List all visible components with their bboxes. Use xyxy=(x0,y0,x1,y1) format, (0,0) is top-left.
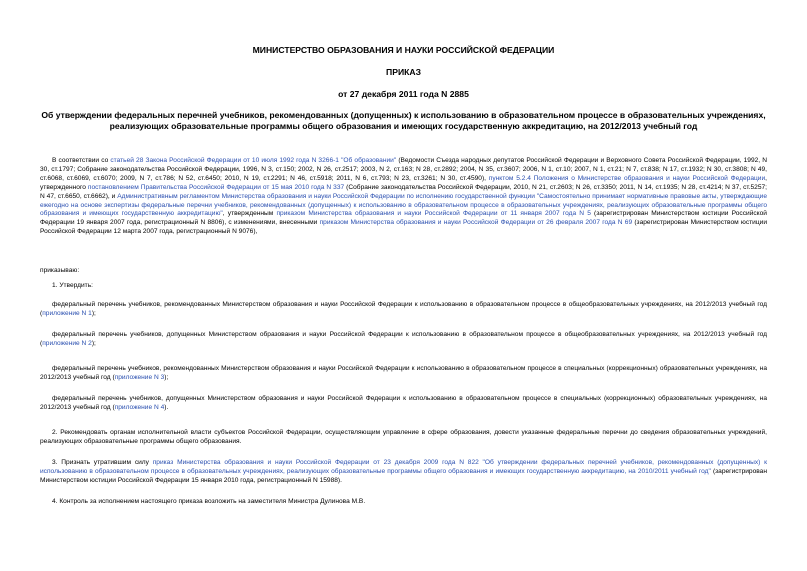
appendix-3-link[interactable]: приложение N 3 xyxy=(114,373,165,381)
list-item xyxy=(40,301,767,319)
intro-paragraph xyxy=(40,157,767,237)
intro-text-6: (зарегистрирован Министерством юстиции Российской Федерации 19 января 2007 года, регистрационный N 8806), с изменениями, внесенными xyxy=(40,210,767,227)
administrative-regulation-link[interactable]: Административным регламентом Министерства образования и науки Российской Федерации по исполнению государственной функции "Самостоятельно принимает нормативные правовые акты, утверждающие ежегодно на основе экспертизы федеральные перечни учебников, рекомендованных (допущенных) к использованию в образовательном процессе в образовательных учреждениях, реализующих образовательные программы общего образования и имеющих государственную аккредитацию" xyxy=(40,192,767,218)
list-item-text: федеральный перечень учебников, рекомендованных Министерством образования и науки Российской Федерации к использованию в образовательном процессе в специальных (коррекционных) образовательных учреждениях, на 2012/2013 учебный год ( xyxy=(40,365,767,381)
order-n5-link[interactable]: приказом Министерства образования и науки Российской Федерации от 11 января 2007 года N 5 xyxy=(276,210,591,218)
item-1-heading: 1. Утвердить: xyxy=(52,282,93,289)
list-item-tail: ); xyxy=(91,309,96,317)
list-item-tail: ). xyxy=(164,403,169,411)
intro-text-2: (Ведомости Съезда народных депутатов Российской Федерации и Верховного Совета Российской Федерации, 1992, N 30, ст.1797; Собрание законодательства Российской Федерации, 1996, N 3, ст.150; 2002, N 26, ст.2517; 2003, N 2, ст.163; N 28, ст.2892; 2004, N 35, ст.3607; 2006, N 1, ст.10; 2007, N 1, ст.21; N 7, ст.838; N 17, ст.1932; N 30, ст.3808; N 49, ст.6068, ст.6069, ст.6070; 2009, N 7, ст.786; N 52, ст.6450; 2010, N 19, ст.2291; N 46, ст.5918; 2011, N 6, ст.793; N 23, ст.3261; N 30, ст.4590), xyxy=(40,157,767,182)
order-word: приказываю: xyxy=(40,267,80,274)
item-2-paragraph: 2. Рекомендовать органам исполнительной власти субъектов Российской Федерации, осуществляющим управление в сфере образования, довести указанные федеральные перечни до сведения образовательных учреждений, реализующих образовательные программы общего образования. xyxy=(40,429,767,445)
intro-text-1: В соответствии со xyxy=(52,157,111,164)
item-3-text-2: (зарегистрирован Министерством юстиции Российской Федерации 15 января 2010 года, регистрационный N 15988). xyxy=(40,467,767,484)
document-title: Об утверждении федеральных перечней учебников, рекомендованных (допущенных) к использованию в образовательном процессе в образовательных учреждениях, реализующих образовательные программы общего образования и имеющих государственную аккредитацию, на 2012/2013 учебный год xyxy=(41,110,766,131)
item-3-paragraph xyxy=(40,459,767,486)
item-3-text-1: 3. Признать утратившим силу xyxy=(52,459,153,466)
intro-text-4: (Собрание законодательства Российской Федерации, 2010, N 21, ст.2603; N 26, ст.3350; 2011, N 14, ст.1935; N 28, ст.4214; N 37, ст.5257; N 47, ст.6650, ст.6662), и xyxy=(40,183,768,200)
ministry-regulation-link[interactable]: пунктом 5.2.4 Положения о Министерстве образования и науки Российской Федерации xyxy=(488,174,766,182)
list-item-tail: ); xyxy=(164,373,169,381)
list-item-text: федеральный перечень учебников, рекомендованных Министерством образования и науки Российской Федерации к использованию в образовательном процессе в общеобразовательных учреждениях, на 2012/2013 учебный год ( xyxy=(40,301,767,317)
item-4-paragraph: 4. Контроль за исполнением настоящего приказа возложить на заместителя Министра Дулинова М.В. xyxy=(52,498,366,505)
date-number-heading: от 27 декабря 2011 года N 2885 xyxy=(338,89,469,99)
list-item xyxy=(40,395,767,413)
appendix-1-link[interactable]: приложение N 1 xyxy=(42,309,92,317)
government-resolution-link[interactable]: постановлением Правительства Российской Федерации от 15 мая 2010 года N 337 xyxy=(87,183,345,191)
law-article-28-link[interactable]: статьей 28 Закона Российской Федерации от 10 июля 1992 года N 3266-1 "Об образовании" xyxy=(110,157,397,164)
order-n822-link[interactable]: приказ Министерства образования и науки Российской Федерации от 23 декабря 2009 года N 822 "Об утверждении федеральных перечней учебников, рекомендованных (допущенных) к использованию в образовательном процессе в образовательных учреждениях, реализующих образовательные программы общего образования и имеющих государственную аккредитацию, на 2010/2011 учебный год" xyxy=(40,459,767,475)
appendix-4-link[interactable]: приложение N 4 xyxy=(114,403,165,411)
intro-text-3: , утвержденного xyxy=(40,174,767,191)
document-type-heading: ПРИКАЗ xyxy=(386,67,421,77)
order-n69-link[interactable]: приказом Министерства образования и науки Российской Федерации от 26 февраля 2007 года N 69 xyxy=(319,219,633,227)
list-item-text: федеральный перечень учебников, допущенных Министерством образования и науки Российской Федерации к использованию в образовательном процессе в общеобразовательных учреждениях, на 2012/2013 учебный год ( xyxy=(40,331,767,347)
intro-text-5: , утвержденным xyxy=(222,210,277,218)
list-item xyxy=(40,331,767,349)
list-item xyxy=(40,365,767,383)
list-item-text: федеральный перечень учебников, допущенных Министерством образования и науки Российской Федерации к использованию в образовательном процессе в специальных (коррекционных) образовательных учреждениях, на 2012/2013 учебный год ( xyxy=(40,395,767,411)
list-item-tail: ); xyxy=(91,339,96,347)
intro-text-7: (зарегистрирован Министерством юстиции Российской Федерации 12 марта 2007 года, регистрационный N 9076), xyxy=(40,219,767,236)
appendix-2-link[interactable]: приложение N 2 xyxy=(42,339,92,347)
ministry-heading: МИНИСТЕРСТВО ОБРАЗОВАНИЯ И НАУКИ РОССИЙСКОЙ ФЕДЕРАЦИИ xyxy=(252,45,555,55)
